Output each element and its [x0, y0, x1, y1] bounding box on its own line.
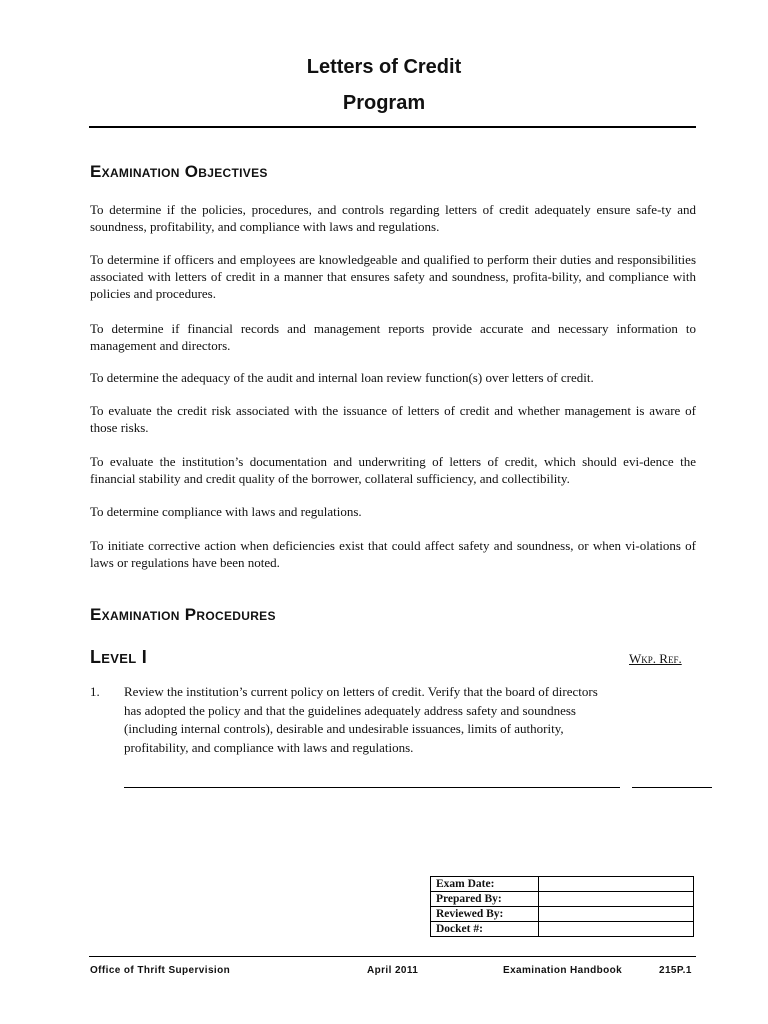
- objective-paragraph: To evaluate the institution’s documentation and underwriting of letters of credit, which should evi-dence the financial stability and credit quality of the borrower, collateral sufficiency, and collectibility.: [90, 454, 696, 486]
- document-title: Letters of Credit: [306, 56, 462, 78]
- prepared-by-value[interactable]: [539, 892, 694, 907]
- objective-paragraph: To determine compliance with laws and regulations.: [90, 504, 362, 519]
- reviewed-by-value[interactable]: [539, 907, 694, 922]
- response-line[interactable]: [124, 787, 620, 788]
- reviewed-by-label: Reviewed By:: [431, 907, 539, 922]
- objectives-heading: Examination Objectives: [90, 162, 268, 181]
- prepared-by-label: Prepared By:: [431, 892, 539, 907]
- footer-page-number: 215P.1: [659, 965, 692, 976]
- procedures-heading: Examination Procedures: [90, 605, 276, 624]
- title-divider: [89, 126, 696, 128]
- table-row: [431, 922, 694, 937]
- level-heading: Level I: [90, 647, 148, 667]
- procedure-number: 1.: [90, 684, 100, 699]
- objective-paragraph: To determine the adequacy of the audit and internal loan review function(s) over letters of credit.: [90, 370, 594, 385]
- exam-date-label: Exam Date:: [431, 877, 539, 892]
- wkp-ref-label: Wkp. Ref.: [629, 651, 682, 666]
- exam-info-table: [430, 876, 694, 937]
- table-row: [431, 877, 694, 892]
- footer-date: April 2011: [367, 965, 419, 976]
- objective-paragraph: To initiate corrective action when deficiencies exist that could affect safety and soundness, or when vi-olations of laws or regulations have been noted.: [90, 538, 696, 570]
- objective-paragraph: To determine if the policies, procedures, and controls regarding letters of credit adequately ensure safe-ty and soundness, profitability, and compliance with laws and regulations.: [90, 202, 696, 234]
- docket-label: Docket #:: [431, 922, 539, 937]
- footer-organization: Office of Thrift Supervision: [90, 965, 231, 976]
- footer-divider: [89, 956, 696, 957]
- exam-date-value[interactable]: [539, 877, 694, 892]
- document-subtitle: Program: [342, 92, 426, 114]
- procedure-text: Review the institution’s current policy on letters of credit. Verify that the board of directors has adopted the policy and that the guidelines adequately address safety and soundness (including internal controls), desirable and undesirable issuances, limits of authority, profitability, and compliance with laws and regulations.: [124, 684, 598, 755]
- objective-paragraph: To determine if financial records and management reports provide accurate and necessary information to management and directors.: [90, 321, 696, 353]
- objective-paragraph: To evaluate the credit risk associated with the issuance of letters of credit and whether management is aware of those risks.: [90, 403, 696, 435]
- docket-value[interactable]: [539, 922, 694, 937]
- footer-handbook: Examination Handbook: [503, 965, 623, 976]
- wkp-ref-line[interactable]: [632, 787, 712, 788]
- table-row: [431, 892, 694, 907]
- objective-paragraph: To determine if officers and employees are knowledgeable and qualified to perform their duties and responsibilities associated with letters of credit in a manner that ensures safety and soundness, profita-bility, and compliance with policies and procedures.: [90, 252, 696, 301]
- table-row: [431, 907, 694, 922]
